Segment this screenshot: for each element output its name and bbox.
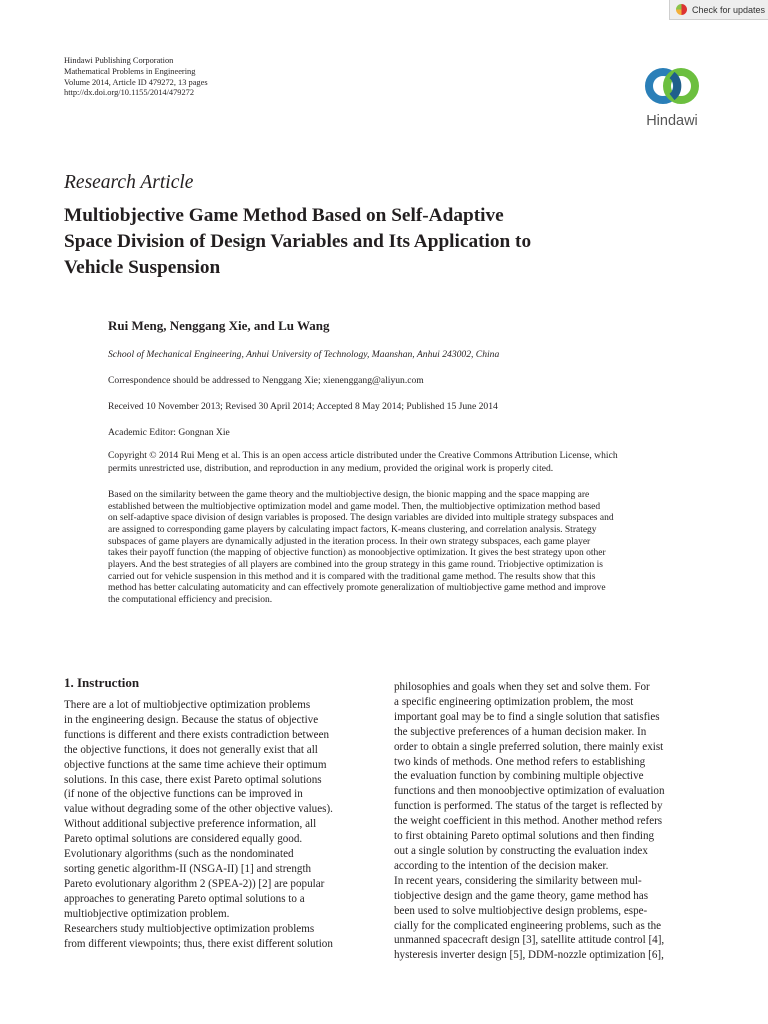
body-line: objective functions at the same time achieve their optimum xyxy=(64,758,327,771)
affiliation: School of Mechanical Engineering, Anhui University of Technology, Maanshan, Anhui 243002, China xyxy=(108,349,500,360)
body-line: sorting genetic algorithm-II (NSGA-II) [1] and strength xyxy=(64,862,312,875)
academic-editor: Academic Editor: Gongnan Xie xyxy=(108,427,230,438)
abstract-line: are assigned to corresponding game players by calculating impact factors, K-means clustering, and correlation analysis. Strategy xyxy=(108,524,597,535)
body-line: to first obtaining Pareto optimal solutions and then finding xyxy=(394,830,655,843)
title-line: Vehicle Suspension xyxy=(64,257,221,278)
body-line: There are a lot of multiobjective optimization problems xyxy=(64,699,311,711)
body-line: function is performed. The status of the target is reflected by xyxy=(394,800,663,813)
doi-link[interactable]: http://dx.doi.org/10.1155/2014/479272 xyxy=(64,88,195,98)
body-line: a specific engineering optimization problem, the most xyxy=(394,695,634,708)
body-line: in the engineering design. Because the status of objective xyxy=(64,713,319,726)
body-column-right xyxy=(394,680,704,963)
body-line: Without additional subjective preference information, all xyxy=(64,818,317,831)
check-for-updates-label: Check for updates xyxy=(692,4,766,15)
copyright-notice xyxy=(108,449,708,475)
copyright-line: permits unrestricted use, distribution, and reproduction in any medium, provided the original work is properly cited. xyxy=(108,463,554,474)
body-line: cially for the complicated engineering problems, such as the xyxy=(394,919,662,932)
abstract-line: established between the multiobjective optimization model and game model. Then, the multiobjective optimization method based xyxy=(108,501,601,512)
abstract-line: carried out for vehicle suspension in this method and it is compared with the traditional game method. The results show that this xyxy=(108,571,596,582)
body-line: from different viewpoints; thus, there exist different solution xyxy=(64,937,333,950)
abstract-line: on self-adaptive space division of design variables is proposed. The design variables are divided into multiple strategy subspaces and xyxy=(108,513,614,524)
publication-dates: Received 10 November 2013; Revised 30 April 2014; Accepted 8 May 2014; Published 15 June 2014 xyxy=(108,401,498,412)
hindawi-logo-text: Hindawi xyxy=(646,113,698,129)
body-line: according to the intention of the decision maker. xyxy=(394,859,609,872)
body-line: value without degrading some of the other objective values). xyxy=(64,803,333,816)
publisher: Hindawi Publishing Corporation xyxy=(64,56,174,65)
body-line: solutions. In this case, there exist Pareto optimal solutions xyxy=(64,773,322,786)
body-line: order to obtain a single preferred solution, there mainly exist xyxy=(394,740,664,753)
body-line: the weight coefficient in this method. Another method refers xyxy=(394,815,663,828)
body-line: multiobjective optimization problem. xyxy=(64,907,230,920)
body-line: In recent years, considering the similarity between mul- xyxy=(394,874,642,887)
body-line: been used to solve multiobjective design problems, espe- xyxy=(394,904,648,917)
body-line: the subjective preferences of a human decision maker. In xyxy=(394,725,647,738)
body-line: out a single solution by constructing the evaluation index xyxy=(394,844,648,857)
copyright-line: Copyright © 2014 Rui Meng et al. This is an open access article distributed under the Creative Commons Attribution License, which xyxy=(108,450,618,461)
article-title xyxy=(64,203,664,281)
crossmark-icon xyxy=(676,4,687,15)
body-line: Pareto optimal solutions are considered equally good. xyxy=(64,833,303,846)
body-line: tiobjective design and the game theory, game method has xyxy=(394,889,649,902)
abstract-line: subspaces of game players are dynamically adjusted in the iteration process. In their own strategy subspaces, each game player xyxy=(108,536,591,547)
body-line: hysteresis inverter design [5], DDM-nozzle optimization [6], xyxy=(394,949,664,962)
correspondence: Correspondence should be addressed to Nenggang Xie; xienenggang@aliyun.com xyxy=(108,375,424,386)
check-for-updates-button[interactable] xyxy=(669,0,768,20)
abstract-line: the computational efficiency and precision. xyxy=(108,594,273,605)
title-line: Multiobjective Game Method Based on Self-Adaptive xyxy=(64,205,504,226)
section-heading: 1. Instruction xyxy=(64,675,140,690)
body-line: approaches to generating Pareto optimal solutions to a xyxy=(64,892,305,905)
abstract-line: method has better calculating automaticity and can effectively promote generalization of multiobjective game method and improve xyxy=(108,583,606,594)
body-line: important goal may be to find a single solution that satisfies xyxy=(394,710,660,723)
article-type: Research Article xyxy=(64,172,194,193)
journal-name: Mathematical Problems in Engineering xyxy=(64,66,196,76)
abstract-line: Based on the similarity between the game theory and the multiobjective design, the bionic mapping and the space mapping are xyxy=(108,490,590,500)
body-line: Researchers study multiobjective optimization problems xyxy=(64,922,315,935)
body-line: two kinds of methods. One method refers to establishing xyxy=(394,755,646,768)
body-line: functions is different and there exists contradiction between xyxy=(64,728,330,741)
hindawi-logo-icon xyxy=(632,62,712,114)
body-line: (if none of the objective functions can be improved in xyxy=(64,788,303,801)
body-line: the objective functions, it does not generally exist that all xyxy=(64,743,318,756)
volume-info: Volume 2014, Article ID 479272, 13 pages xyxy=(64,77,208,87)
body-line: the evaluation function by combining multiple objective xyxy=(394,770,644,783)
abstract-line: takes their payoff function (the mapping of objective function) as monoobjective optimization. It gives the best strategy upon other xyxy=(108,548,606,559)
abstract xyxy=(108,490,708,607)
publication-meta xyxy=(64,56,208,99)
body-line: unmanned spacecraft design [3], satellite attitude control [4], xyxy=(394,934,665,947)
authors: Rui Meng, Nenggang Xie, and Lu Wang xyxy=(108,318,330,333)
body-line: Evolutionary algorithms (such as the nondominated xyxy=(64,848,294,861)
body-line: Pareto evolutionary algorithm 2 (SPEA-2)) [2] are popular xyxy=(64,877,325,890)
hindawi-logo xyxy=(632,62,712,134)
body-line: functions and then monoobjective optimization of evaluation xyxy=(394,785,665,798)
body-column-left xyxy=(64,698,374,951)
body-line: philosophies and goals when they set and solve them. For xyxy=(394,681,650,693)
title-line: Space Division of Design Variables and Its Application to xyxy=(64,231,532,252)
abstract-line: players. And the best strategies of all players are combined into the group strategy in this game round. Triobjective optimization is xyxy=(108,559,603,570)
